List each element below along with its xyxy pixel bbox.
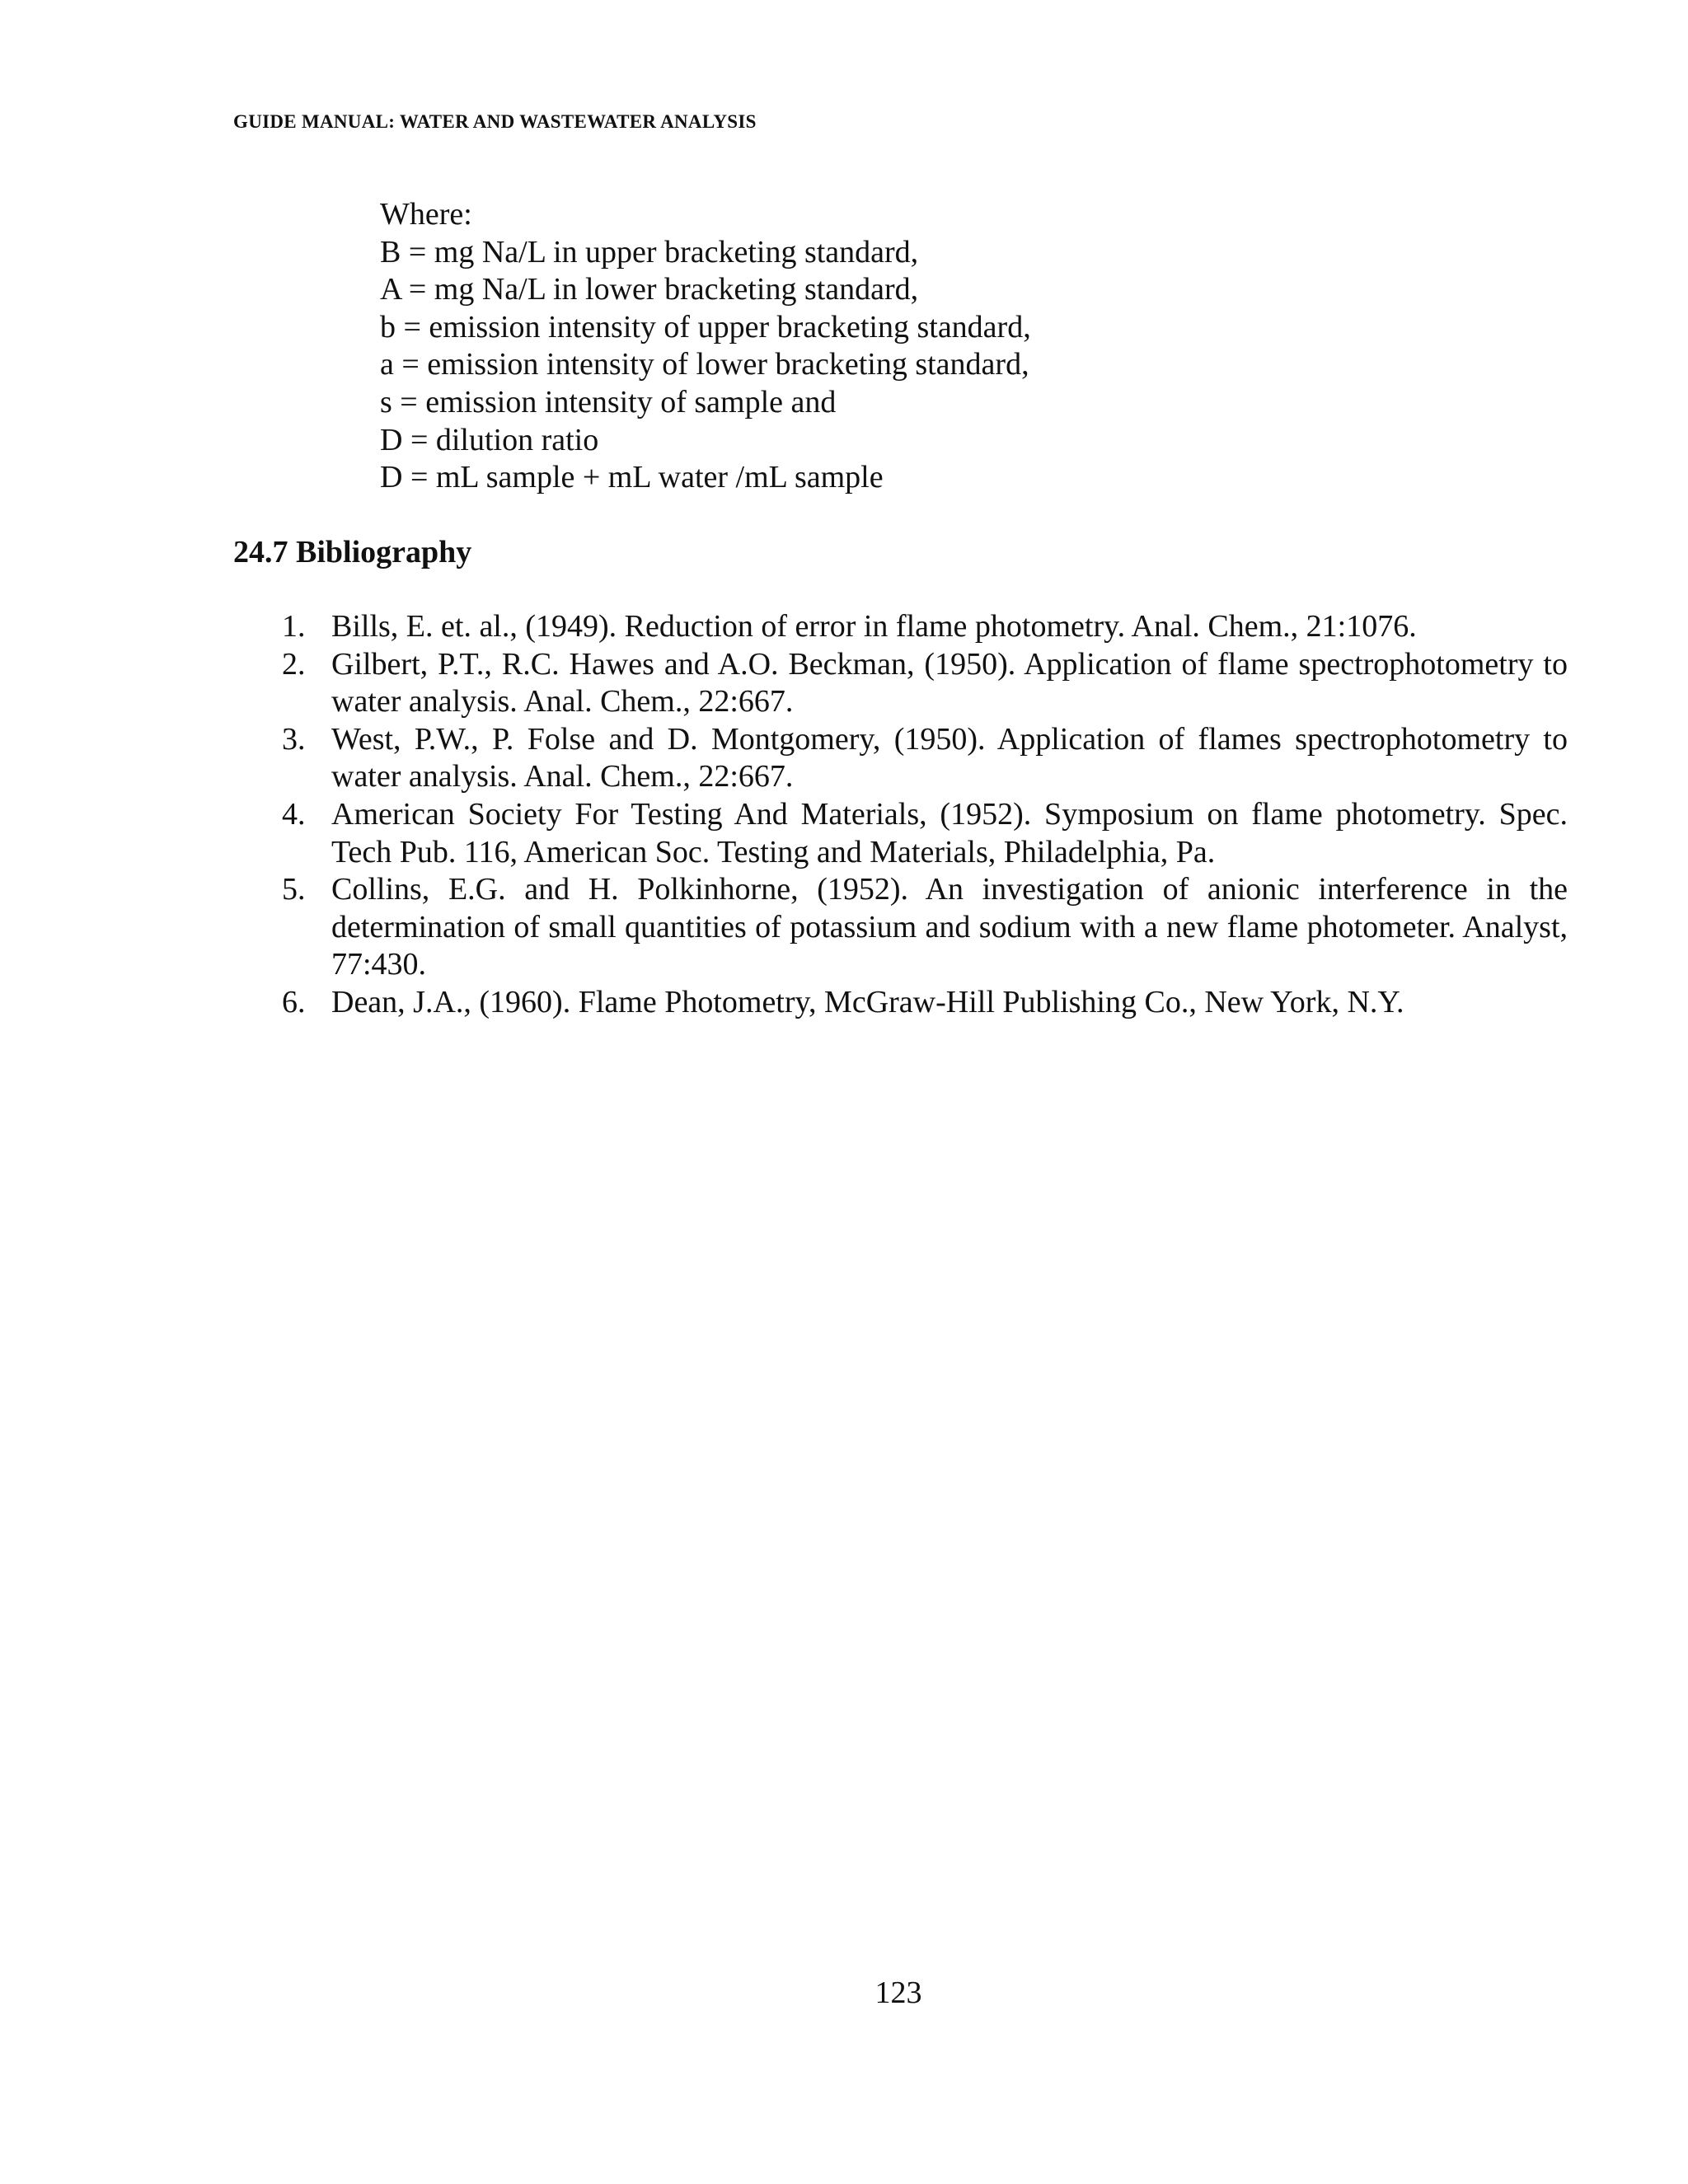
item-text: Collins, E.G. and H. Polkinhorne, (1952). An investigation of anionic interference in the determination of small quantities of potassium and sodium with a new flame photometer. Analyst, 77:430.	[331, 872, 1568, 982]
bibliography-item	[272, 721, 1568, 796]
definition-line: A = mg Na/L in lower bracketing standard,	[380, 272, 919, 307]
item-text: American Society For Testing And Materials, (1952). Symposium on flame photometry. Spec. Tech Pub. 116, American Soc. Testing and Materials, Philadelphia, Pa.	[331, 796, 1568, 869]
bibliography-item	[272, 646, 1568, 721]
bibliography-list	[272, 608, 1568, 1022]
item-text: Bills, E. et. al., (1949). Reduction of error in flame photometry. Anal. Chem., 21:1076.	[331, 609, 1417, 644]
definitions-intro: Where:	[380, 197, 472, 232]
definition-line: D = dilution ratio	[380, 422, 599, 457]
item-text: Dean, J.A., (1960). Flame Photometry, McGraw-Hill Publishing Co., New York, N.Y.	[331, 984, 1404, 1019]
item-text: West, P.W., P. Folse and D. Montgomery, (1950). Application of flames spectrophotometry to water analysis. Anal. Chem., 22:667.	[331, 721, 1568, 794]
definition-line: s = emission intensity of sample and	[380, 384, 837, 419]
section-heading: 24.7 Bibliography	[233, 535, 472, 569]
definition-line: a = emission intensity of lower bracketing standard,	[380, 347, 1029, 382]
item-text: Gilbert, P.T., R.C. Hawes and A.O. Beckman, (1950). Application of flame spectrophotometry to water analysis. Anal. Chem., 22:667.	[331, 646, 1568, 719]
page-number: 123	[874, 1975, 922, 2010]
bibliography-item	[272, 984, 1568, 1022]
definition-line: D = mL sample + mL water /mL sample	[380, 460, 884, 495]
item-number: 5.	[282, 872, 306, 907]
item-number: 2.	[282, 646, 306, 682]
item-number: 4.	[282, 796, 306, 832]
item-number: 1.	[282, 609, 306, 644]
bibliography-item	[272, 796, 1568, 871]
running-header: GUIDE MANUAL: WATER AND WASTEWATER ANALYSIS	[233, 111, 757, 132]
variable-definitions	[380, 196, 1031, 497]
item-number: 6.	[282, 984, 306, 1019]
bibliography-item	[272, 871, 1568, 984]
definition-line: B = mg Na/L in upper bracketing standard,	[380, 234, 919, 269]
bibliography-item	[272, 608, 1568, 646]
item-number: 3.	[282, 721, 306, 757]
definition-line: b = emission intensity of upper bracketing standard,	[380, 309, 1031, 344]
